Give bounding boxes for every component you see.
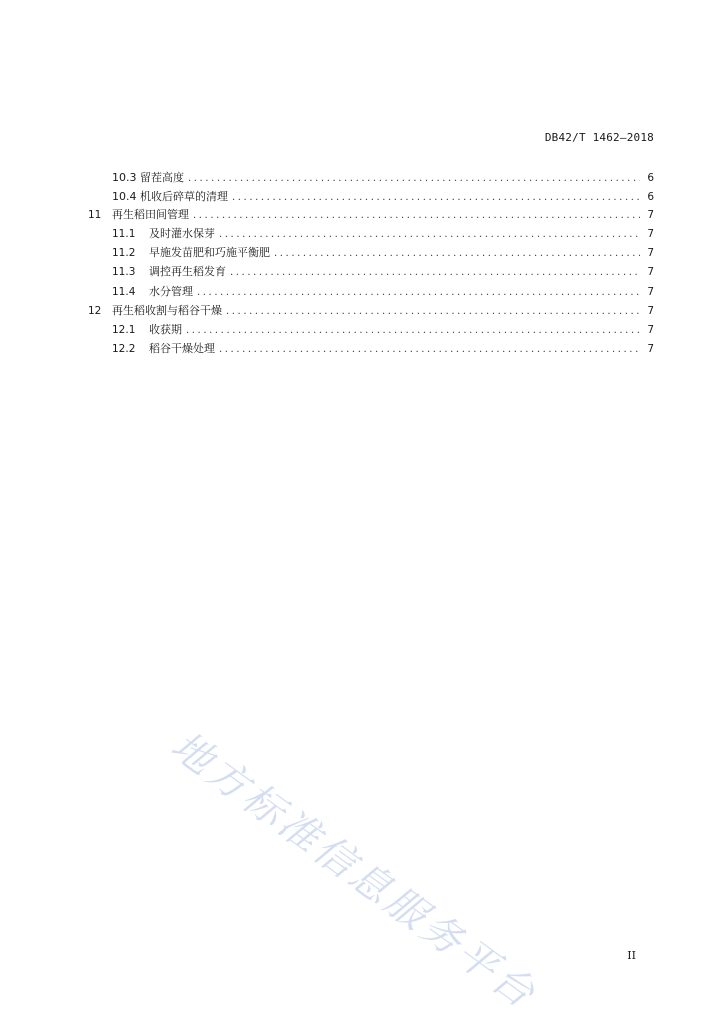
- toc-entry-number: 12: [88, 305, 102, 317]
- toc-entry-11-3[interactable]: [0, 264, 724, 280]
- page-number: II: [627, 949, 636, 962]
- toc-entry-number: 12.1: [112, 324, 136, 336]
- toc-entry-title: 水分管理: [149, 285, 193, 298]
- toc-dot-leader: [219, 227, 640, 243]
- toc-entry-12-2[interactable]: [0, 341, 724, 357]
- toc-entry-11-4[interactable]: [0, 284, 724, 300]
- toc-dot-leader: [274, 246, 640, 262]
- toc-entry-title: 及时灌水保芽: [149, 227, 215, 240]
- toc-entry-number: 12.2: [112, 343, 136, 355]
- toc-entry-page: 6: [647, 191, 654, 203]
- toc-dot-leader: [188, 171, 640, 187]
- toc-entry-number: 11.1: [112, 228, 136, 240]
- toc-entry-title: 10.4 机收后碎草的清理: [112, 190, 228, 203]
- toc-entry-page: 7: [647, 209, 654, 221]
- toc-entry-12-1[interactable]: [0, 322, 724, 338]
- standard-code-header: DB42/T 1462—2018: [544, 131, 654, 144]
- toc-entry-page: 7: [647, 305, 654, 317]
- toc-entry-number: 11.3: [112, 266, 136, 278]
- toc-dot-leader: [193, 208, 640, 224]
- toc-entry-title: 稻谷干燥处理: [149, 342, 215, 355]
- toc-dot-leader: [226, 304, 640, 320]
- platform-watermark: 地方标准信息服务平台: [162, 722, 546, 1019]
- toc-dot-leader: [186, 323, 640, 339]
- toc-entry-12[interactable]: [0, 303, 724, 319]
- toc-entry-page: 6: [647, 172, 654, 184]
- toc-entry-number: 11.2: [112, 247, 136, 259]
- toc-entry-11-1[interactable]: [0, 226, 724, 242]
- toc-entry-page: 7: [647, 228, 654, 240]
- toc-dot-leader: [219, 342, 640, 358]
- toc-entry-title: 10.3 留茬高度: [112, 171, 184, 184]
- toc-entry-page: 7: [647, 286, 654, 298]
- toc-entry-11-2[interactable]: [0, 245, 724, 261]
- toc-entry-page: 7: [647, 247, 654, 259]
- toc-entry-title: 再生稻收割与稻谷干燥: [112, 304, 222, 317]
- toc-dot-leader: [232, 190, 640, 206]
- toc-entry-title: 再生稻田间管理: [112, 208, 189, 221]
- toc-entry-number: 11.4: [112, 286, 136, 298]
- toc-entry-title: 早施发苗肥和巧施平衡肥: [149, 246, 270, 259]
- toc-entry-number: 11: [88, 209, 102, 221]
- toc-entry-10-3[interactable]: [0, 170, 724, 186]
- toc-entry-page: 7: [647, 324, 654, 336]
- toc-entry-page: 7: [647, 343, 654, 355]
- toc-entry-10-4[interactable]: [0, 189, 724, 205]
- toc-entry-page: 7: [647, 266, 654, 278]
- toc-dot-leader: [197, 285, 640, 301]
- toc-entry-title: 调控再生稻发育: [149, 265, 226, 278]
- toc-dot-leader: [230, 265, 640, 281]
- toc-entry-11[interactable]: [0, 207, 724, 223]
- toc-entry-title: 收获期: [149, 323, 182, 336]
